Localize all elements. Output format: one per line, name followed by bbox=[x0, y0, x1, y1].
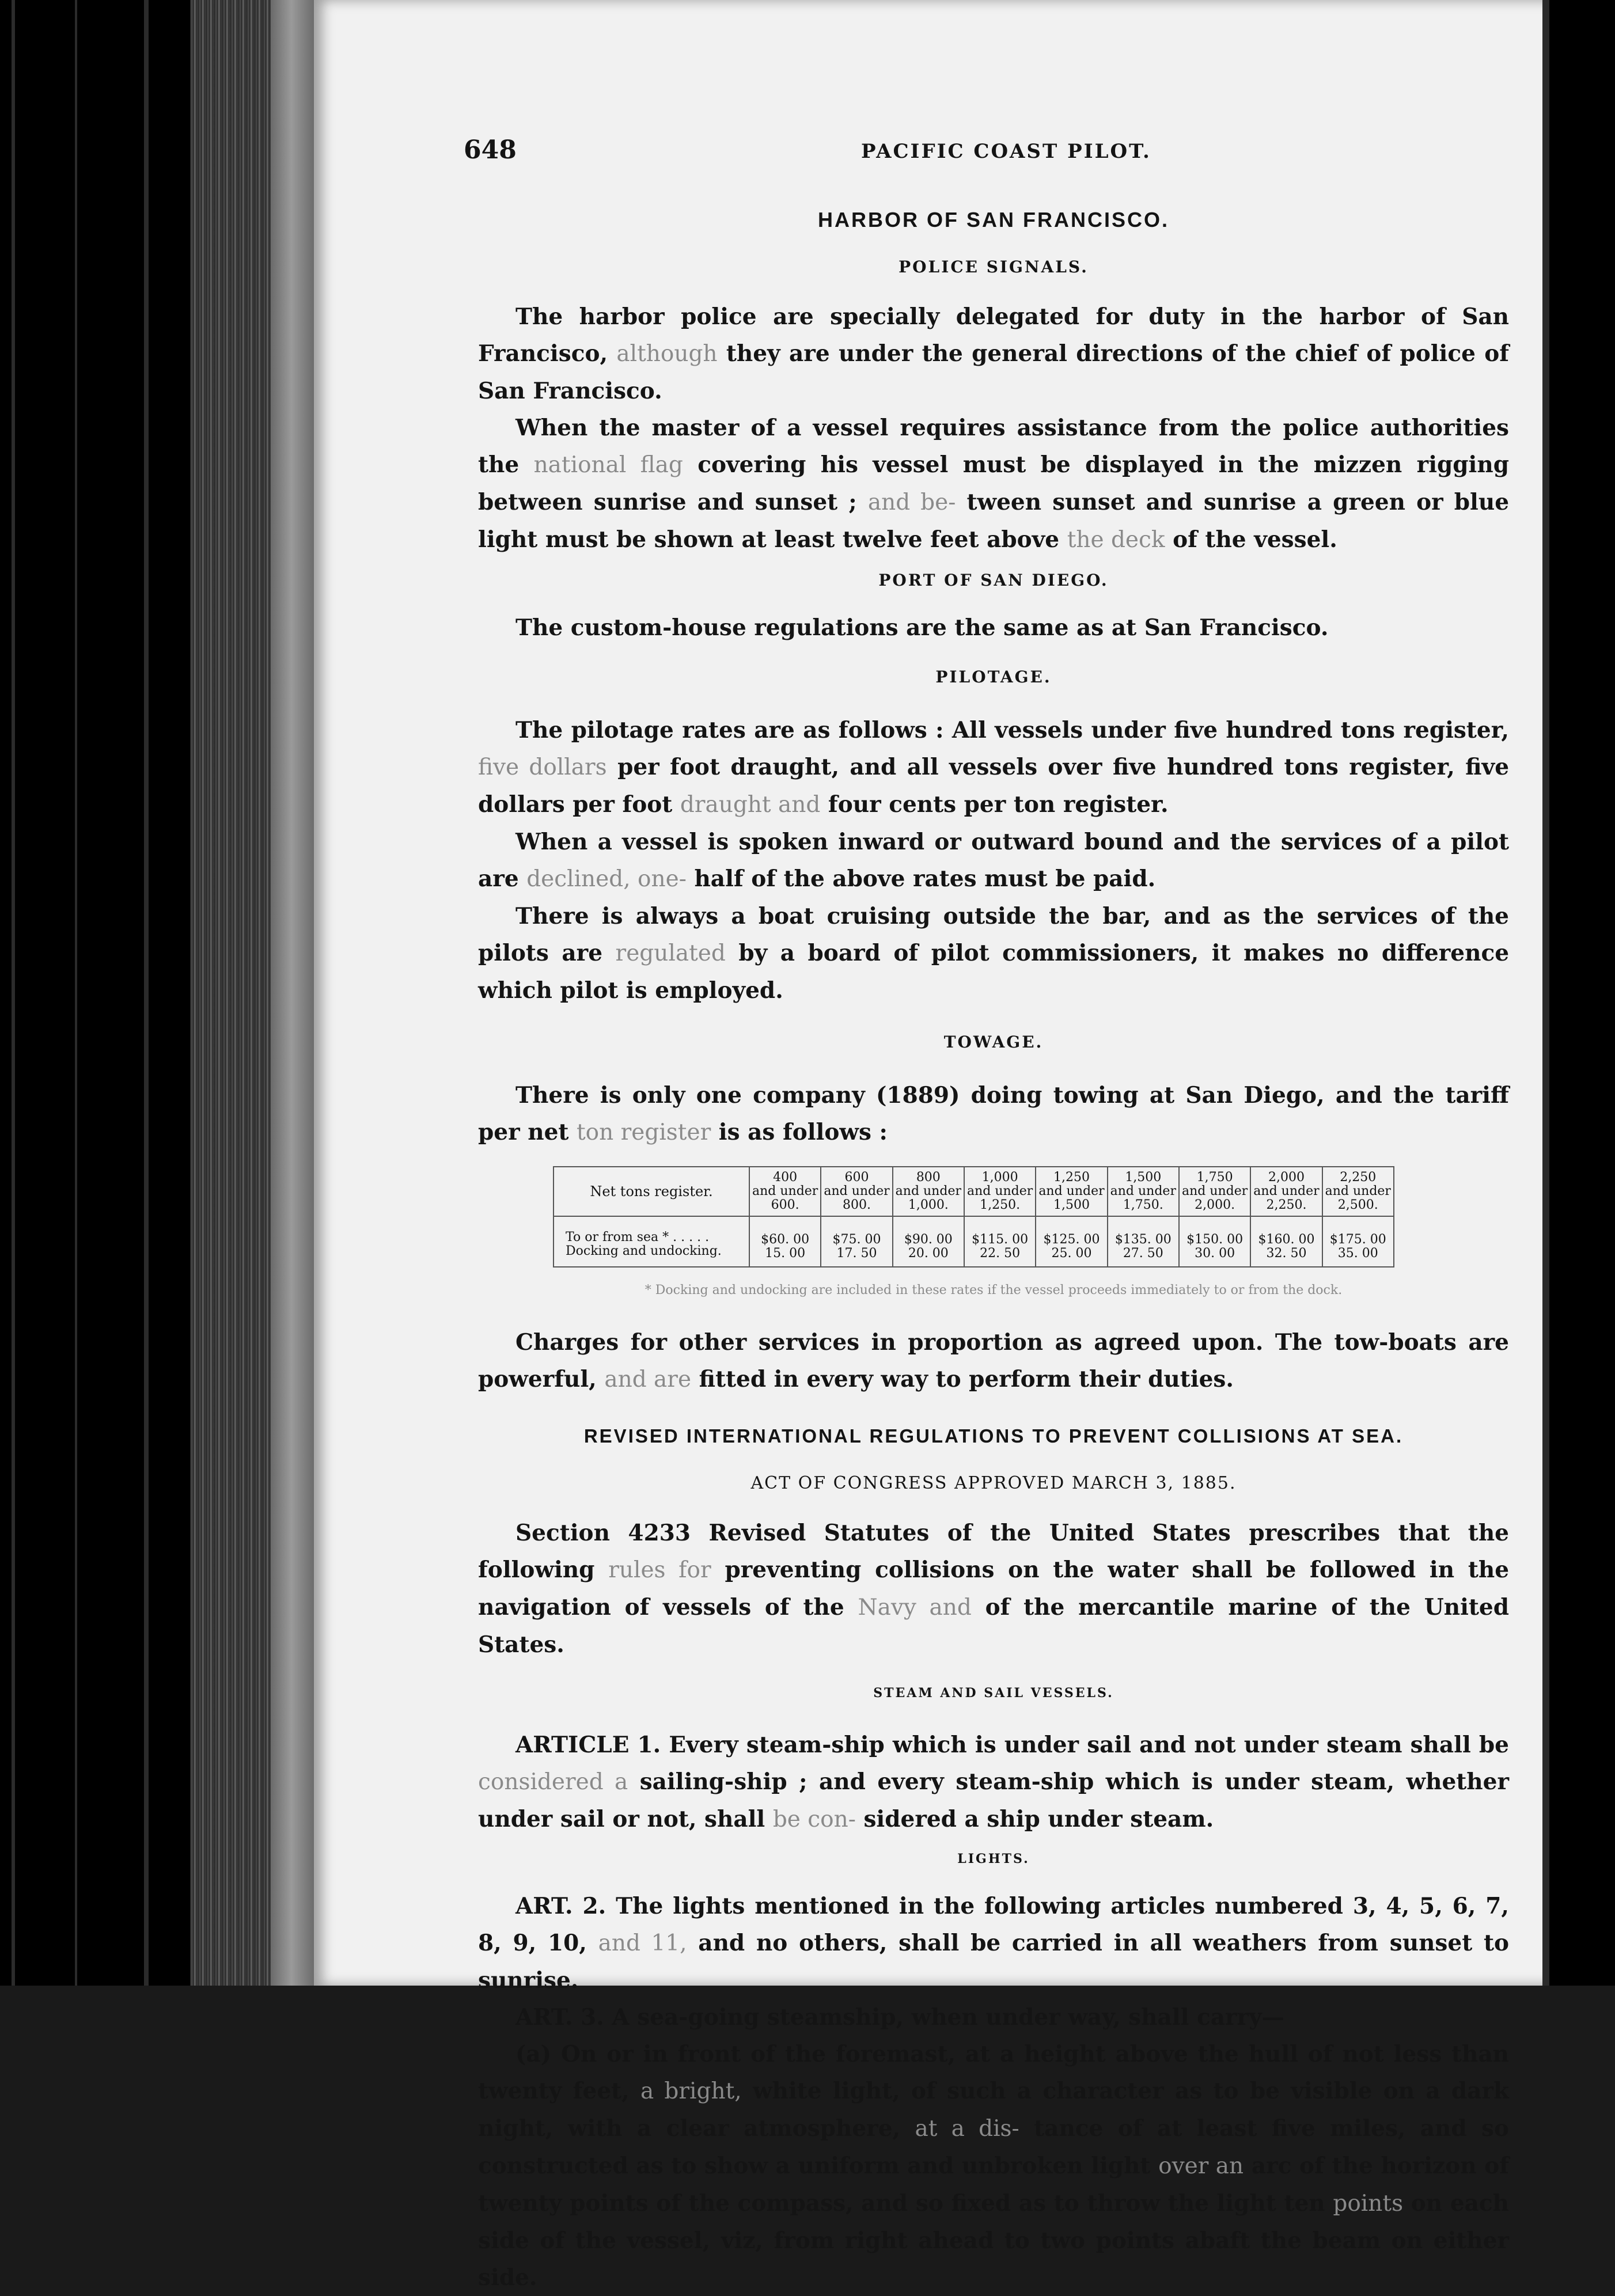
paragraph-customs: The custom-house regulations are the same as at San Francisco. bbox=[515, 614, 1329, 641]
section-title-revised-regulations: REVISED INTERNATIONAL REGULATIONS TO PREVENT COLLISIONS AT SEA. bbox=[583, 1425, 1404, 1447]
paragraph-article-3a: (a) On or in front of the foremast, at a height above the hull of not less than twenty feet, a bright, white light, of such a character as to be visible on a dark night, with a clear atmosphere, at a dis- tance of at least five miles, and so constructed as to show a uniform and unbroken light over an arc of the horizon of twenty points of the compass, and so fixed as to throw the light ten points on each side of the vessel, viz, from right ahead to two points abaft the beam on either side. bbox=[478, 2041, 1510, 2291]
paragraph-article-2: ART. 2. The lights mentioned in the following articles numbered 3, 4, 5, 6, 7, 8, 9, 10, and 11, and no others, shall be carried in all weathers from sunset to sunrise. bbox=[478, 1893, 1510, 1994]
paragraph-article-3: ART. 3. A sea-going steamship, when under way, shall carry— bbox=[515, 2004, 1284, 2031]
table-col-header: 2,250 and under 2,500. bbox=[1322, 1167, 1394, 1216]
table-cell: $175. 00 35. 00 bbox=[1322, 1216, 1394, 1267]
paragraph-section-4233: Section 4233 Revised Statutes of the United States prescribes that the following rules for preventing collisions on the water shall be followed in the navigation of vessels of the Navy and of the mercantile marine of the United States. bbox=[478, 1520, 1510, 1658]
table-cell: $125. 00 25. 00 bbox=[1036, 1216, 1107, 1267]
page-header bbox=[464, 135, 1212, 170]
table-cell: $135. 00 27. 50 bbox=[1108, 1216, 1179, 1267]
table-col-header: 1,250 and under 1,500 bbox=[1036, 1167, 1107, 1216]
subhead-steam-and-sail: STEAM AND SAIL VESSELS. bbox=[873, 1686, 1114, 1701]
paragraph-pilot-boat: There is always a boat cruising outside the bar, and as the services of the pilots are regulated by a board of pilot commissioners, it makes no difference which pilot is employed. bbox=[478, 903, 1510, 1004]
paragraph-pilot-declined: When a vessel is spoken inward or outward bound and the services of a pilot are declined, one- half of the above rates must be paid. bbox=[478, 829, 1509, 892]
spine-stripe bbox=[75, 0, 77, 1986]
table-col-header: 1,750 and under 2,000. bbox=[1179, 1167, 1250, 1216]
spine-stripe bbox=[12, 0, 15, 1986]
paragraph-pilotage-rates: The pilotage rates are as follows : All vessels under five hundred tons register, five dollars per foot draught, and all vessels over five hundred tons register, five dollars per foot draught and four cents per ton register. bbox=[478, 717, 1510, 818]
book-spine bbox=[0, 0, 323, 1986]
paragraph-article-1: ARTICLE 1. Every steam-ship which is under sail and not under steam shall be considered a sailing-ship ; and every steam-ship which is under steam, whether under sail or not, shall be con- sidered a ship under steam. bbox=[478, 1732, 1509, 1832]
table-row-labels: To or from sea * . . . . . Docking and undocking. bbox=[554, 1216, 749, 1267]
paragraph-master-assistance: When the master of a vessel requires assistance from the police authorities the national flag covering his vessel must be displayed in the mizzen rigging between sunrise and sunset ; and be- tween sunset and sunrise a green or blue light must be shown at least twelve feet above the deck of the vessel. bbox=[478, 415, 1510, 553]
running-head: PACIFIC COAST PILOT. bbox=[861, 140, 1151, 163]
paragraph-towage: There is only one company (1889) doing towing at San Diego, and the tariff per net ton register is as follows : bbox=[478, 1082, 1509, 1145]
paragraph-charges: Charges for other services in proportion as agreed upon. The tow-boats are powerful, and are fitted in every way to perform their duties. bbox=[478, 1329, 1509, 1392]
page-body bbox=[478, 202, 1509, 2296]
table-cell: $75. 00 17. 50 bbox=[821, 1216, 892, 1267]
table-cell: $115. 00 22. 50 bbox=[964, 1216, 1036, 1267]
table-cell: $90. 00 20. 00 bbox=[893, 1216, 964, 1267]
subhead-towage: TOWAGE. bbox=[943, 1033, 1044, 1052]
subhead-lights: LIGHTS. bbox=[957, 1851, 1030, 1866]
table-footnote: * Docking and undocking are included in these rates if the vessel proceeds immediately to or from the dock. bbox=[645, 1283, 1343, 1297]
table-col-header: 800 and under 1,000. bbox=[893, 1167, 964, 1216]
table-col-header: 1,500 and under 1,750. bbox=[1108, 1167, 1179, 1216]
paragraph-harbor-police: The harbor police are specially delegated for duty in the harbor of San Francisco, although they are under the general directions of the chief of police of San Francisco. bbox=[478, 303, 1509, 404]
table-header-label: Net tons register. bbox=[554, 1167, 749, 1216]
towage-table-wrap bbox=[478, 1166, 1509, 1309]
table-col-header: 400 and under 600. bbox=[749, 1167, 821, 1216]
right-margin-dark bbox=[1549, 0, 1615, 1986]
table-cell: $160. 00 32. 50 bbox=[1250, 1216, 1322, 1267]
table-row bbox=[554, 1216, 1394, 1267]
table-col-header: 2,000 and under 2,250. bbox=[1250, 1167, 1322, 1216]
table-col-header: 600 and under 800. bbox=[821, 1167, 892, 1216]
page-number: 648 bbox=[464, 135, 517, 165]
section-title-harbor: HARBOR OF SAN FRANCISCO. bbox=[818, 208, 1169, 232]
table-cell: $60. 00 15. 00 bbox=[749, 1216, 821, 1267]
page-divider bbox=[1542, 0, 1549, 1986]
spine-stripe bbox=[144, 0, 149, 1986]
towage-table bbox=[553, 1166, 1394, 1267]
table-cell: $150. 00 30. 00 bbox=[1179, 1216, 1250, 1267]
subhead-police-signals: POLICE SIGNALS. bbox=[899, 257, 1089, 276]
table-col-header: 1,000 and under 1,250. bbox=[964, 1167, 1036, 1216]
subhead-act-of-congress: ACT OF CONGRESS APPROVED MARCH 3, 1885. bbox=[750, 1473, 1237, 1493]
table-header-row bbox=[554, 1167, 1394, 1216]
subhead-port-san-diego: PORT OF SAN DIEGO. bbox=[878, 571, 1109, 590]
subhead-pilotage: PILOTAGE. bbox=[935, 667, 1052, 686]
